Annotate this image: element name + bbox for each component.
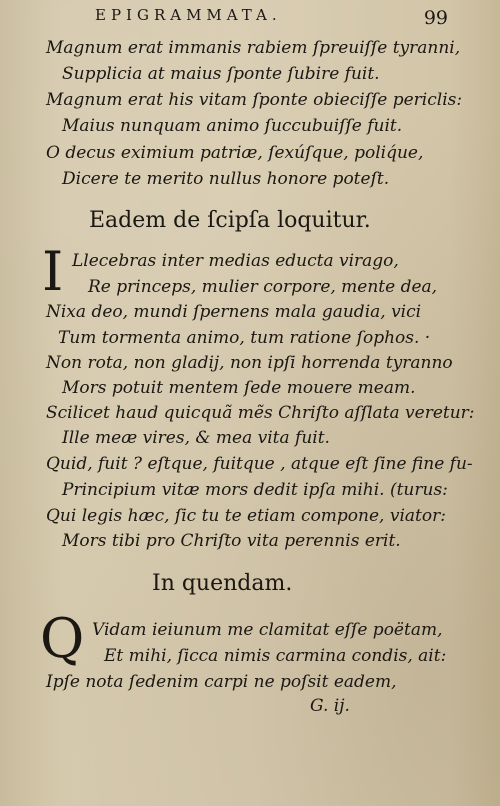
running-title: EPIGRAMMATA. xyxy=(95,6,282,24)
signature-mark: G. ij. xyxy=(310,696,350,716)
poem2-line: Non rota, non gladij, non ipſi horrenda tyranno xyxy=(46,353,453,373)
poem3-line: Vidam ieiunum me clamitat eſſe poëtam, xyxy=(92,620,443,640)
poem1-line: Maius nunquam animo ſuccubuiſſe fuit. xyxy=(62,116,403,136)
poem1-line: O decus eximium patriæ, ſexúſque, poliq́ue, xyxy=(46,143,424,163)
poem2-line: Quid, fuit ? eſtque, fuitque , atque eſt ſine fine fu- xyxy=(46,454,473,474)
poem3-line: Ipſe nota ſedenim carpi ne poſsit eadem, xyxy=(46,672,397,692)
poem3-line: Et mihi, ſicca nimis carmina condis, ait: xyxy=(104,646,447,666)
poem3-title: In quendam. xyxy=(152,571,293,596)
poem2-line: Nixa deo, mundi ſpernens mala gaudia, vici xyxy=(46,302,422,322)
poem2-line: Qui legis hæc, ſic tu te etiam compone, viator: xyxy=(46,506,446,526)
page-number: 99 xyxy=(423,7,448,29)
poem2-line: Principium vitæ mors dedit ipſa mihi. (turus: xyxy=(62,480,448,500)
poem2-line: Scilicet haud quicquã mẽs Chriſto aſſlata veretur: xyxy=(46,403,475,423)
poem2-dropcap: I xyxy=(42,240,64,303)
poem1-line: Magnum erat immanis rabiem ſpreuiſſe tyranni, xyxy=(46,38,461,58)
poem2-line: Re princeps, mulier corpore, mente dea, xyxy=(88,277,438,297)
poem3-dropcap: Q xyxy=(40,607,85,670)
poem2-line: Tum tormenta animo, tum ratione ſophos. · xyxy=(58,328,431,348)
poem2-line: Mors potuit mentem ſede mouere meam. xyxy=(62,378,416,398)
poem2-title: Eadem de ſcipſa loquitur. xyxy=(89,208,371,233)
poem2-line: Ille meæ vires, & mea vita fuit. xyxy=(62,428,330,448)
poem1-line: Supplicia at maius ſponte ſubire fuit. xyxy=(62,64,380,84)
poem2-line: Llecebras inter medias educta virago, xyxy=(72,251,399,271)
poem1-line: Dicere te merito nullus honore poteſt. xyxy=(62,169,390,189)
poem2-line: Mors tibi pro Chriſto vita perennis erit. xyxy=(62,531,401,551)
poem1-line: Magnum erat his vitam ſponte obieciſſe periclis: xyxy=(46,90,463,110)
